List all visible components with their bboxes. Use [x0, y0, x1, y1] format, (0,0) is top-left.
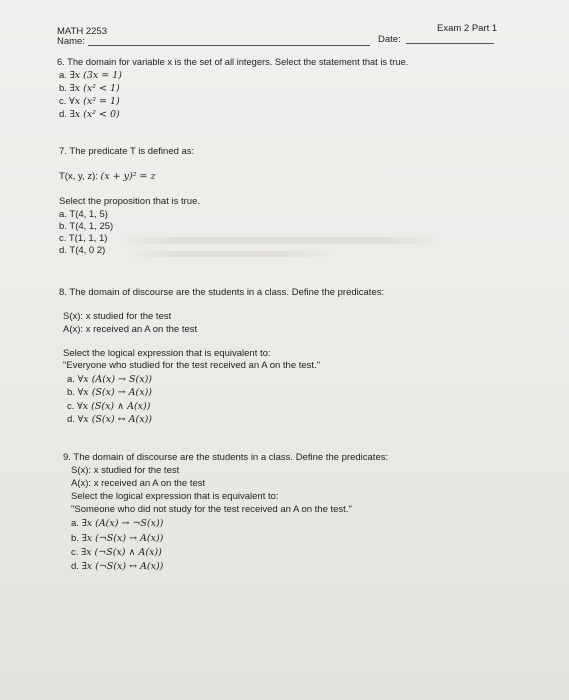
q6-option-c [59, 96, 120, 107]
q8-prompt: Select the logical expression that is equivalent to: [63, 348, 271, 359]
q7-def-label: T(x, y, z): [59, 171, 98, 182]
q8-option-a [67, 374, 152, 385]
option-expr: ∃x (¬S(x) ∧ A(x)) [81, 547, 162, 558]
bleed-through-mark [115, 237, 445, 244]
option-letter: d. [71, 561, 79, 572]
option-letter: c. [71, 547, 79, 558]
q6-option-d [59, 109, 120, 120]
option-expr: ∀x (A(x) → S(x)) [77, 374, 153, 385]
option-expr: ∃x (x² < 1) [69, 83, 120, 94]
q9-quote: "Someone who did not study for the test received an A on the test." [71, 504, 352, 515]
q7-definition [59, 171, 155, 182]
q9-predicate-a: A(x): x received an A on the test [71, 478, 206, 489]
bleed-through-mark [125, 251, 335, 257]
q6-stem: 6. The domain for variable x is the set of all integers. Select the statement that is true. [57, 57, 409, 67]
q7-option-a: a. T(4, 1, 5) [59, 209, 108, 220]
q9-predicate-s: S(x): x studied for the test [71, 465, 180, 476]
q8-quote: "Everyone who studied for the test received an A on the test." [63, 360, 321, 371]
q9-option-b [71, 533, 163, 544]
q8-stem: 8. The domain of discourse are the students in a class. Define the predicates: [59, 287, 385, 298]
option-letter: d. [59, 109, 67, 120]
option-expr: ∀x (S(x) ↔ A(x)) [77, 414, 153, 425]
option-expr: ∀x (x² = 1) [69, 96, 120, 107]
q9-prompt: Select the logical expression that is equivalent to: [71, 491, 279, 502]
option-expr: ∃x (A(x) → ¬S(x)) [81, 518, 164, 529]
option-letter: c. [59, 96, 67, 107]
option-expr: ∀x (S(x) → A(x)) [77, 387, 153, 398]
option-letter: a. [71, 518, 79, 529]
q8-predicate-s: S(x): x studied for the test [63, 311, 172, 322]
option-expr: ∃x (¬S(x) → A(x)) [81, 533, 164, 544]
q7-option-b: b. T(4, 1, 25) [59, 221, 114, 232]
q7-def-expr: (x + y)² = z [100, 171, 156, 182]
q6-option-b [59, 83, 120, 94]
exam-title: Exam 2 Part 1 [437, 23, 498, 34]
q8-predicate-a: A(x): x received an A on the test [63, 324, 198, 335]
q7-option-d: d. T(4, 0 2) [59, 245, 106, 256]
option-letter: b. [59, 83, 67, 94]
q9-stem: 9. The domain of discourse are the students in a class. Define the predicates: [63, 452, 389, 463]
name-underline [88, 45, 370, 46]
option-letter: a. [67, 374, 75, 385]
option-expr: ∃x (x² < 0) [69, 109, 120, 120]
q9-option-a [71, 518, 163, 529]
option-letter: d. [67, 414, 75, 425]
q8-option-b [67, 387, 152, 398]
option-letter: a. [59, 70, 67, 81]
q7-stem: 7. The predicate T is defined as: [59, 146, 195, 157]
q8-option-d [67, 414, 152, 425]
option-expr: ∀x (S(x) ∧ A(x)) [77, 401, 151, 412]
option-letter: b. [67, 387, 75, 398]
option-letter: c. [67, 401, 75, 412]
option-expr: ∃x (¬S(x) ↔ A(x)) [81, 561, 164, 572]
date-label: Date: [378, 34, 401, 45]
date-underline [406, 43, 494, 44]
q7-option-c: c. T(1, 1, 1) [59, 233, 108, 244]
q9-option-c [71, 547, 162, 558]
option-expr: ∃x (3x = 1) [69, 70, 122, 81]
name-label: Name: [57, 36, 85, 47]
course-code: MATH 2253 [57, 26, 107, 37]
q6-option-a [59, 70, 122, 81]
q8-option-c [67, 401, 150, 412]
option-letter: b. [71, 533, 79, 544]
q9-option-d [71, 561, 163, 572]
q7-prompt: Select the proposition that is true. [59, 196, 200, 207]
